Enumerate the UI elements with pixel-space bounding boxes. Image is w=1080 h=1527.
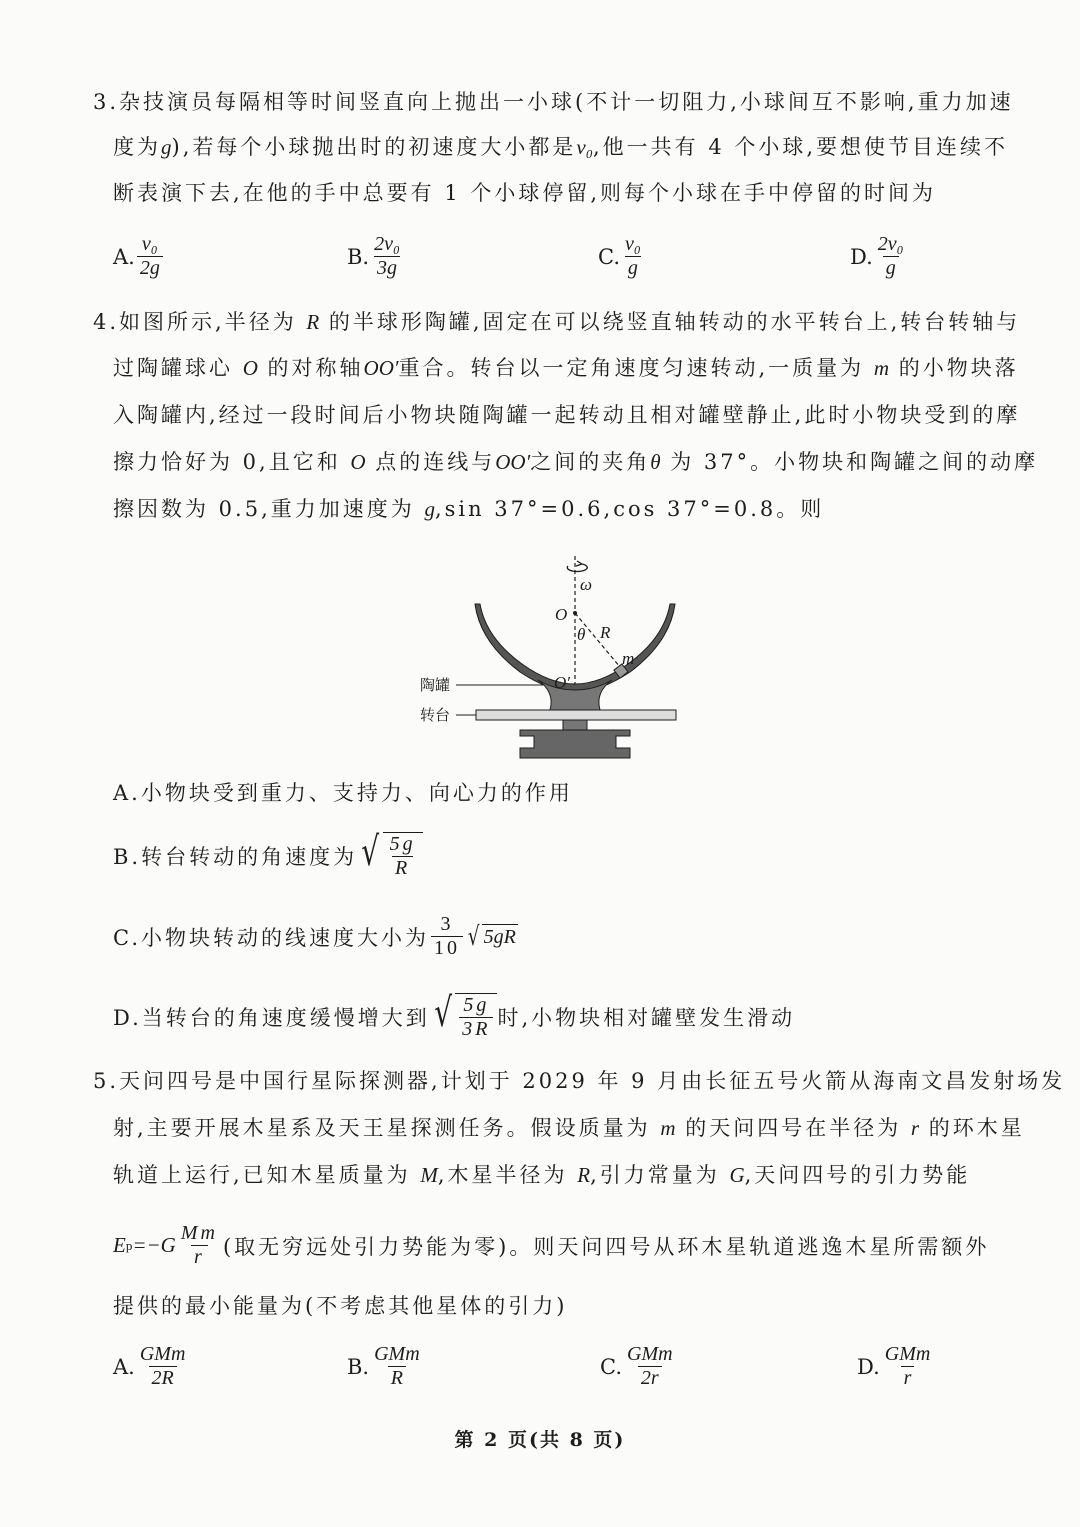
q4-option-b: B.转台转动的角速度为 √ $\frac{5g}{R}$ [113, 832, 423, 880]
q3-line-3: 断表演下去,在他的手中总要有 1 个小球停留,则每个小球在手中停留的时间为 [113, 181, 937, 205]
center-o-label: O [555, 605, 568, 624]
q5-option-c: C. $\frac{\text{GMm}}{2r}$ [600, 1343, 673, 1389]
theta-label: θ [577, 625, 586, 644]
turntable-plate [476, 710, 676, 720]
q4-option-c: C.小物块转动的线速度大小为 $\frac{3}{10}$ √ 5gR [113, 913, 516, 959]
jar-label: 陶罐 [420, 676, 451, 694]
q4-line-3: 入陶罐内,经过一段时间后小物块随陶罐一起转动且相对罐壁静止,此时小物块受到的摩 [113, 403, 1021, 427]
q4-line-4: 擦力恰好为 0,且它和 O 点的连线与OO′之间的夹角θ 为 37°。小物块和陶罐之间的动摩 [113, 450, 1039, 474]
q4-option-d: D.当转台的角速度缓慢增大到 √ $\frac{5g}{3R}$ 时,小物块相对罐壁发生滑动 [113, 990, 796, 1040]
q5-option-b: B. $\frac{\text{GMm}}{R}$ [347, 1343, 420, 1389]
q5-option-a: A. $\frac{\text{GMm}}{2R}$ [113, 1343, 186, 1389]
q4-line-1: 4.如图所示,半径为 R 的半球形陶罐,固定在可以绕竖直轴转动的水平转台上,转台转轴与 [93, 310, 1021, 334]
omega-label: ω [580, 575, 593, 594]
q5-line-1: 5.天问四号是中国行星际探测器,计划于 2029 年 9 月由长征五号火箭从海南文昌发射场发 [93, 1069, 1066, 1093]
mass-label: m [622, 649, 635, 668]
q5-line-5: 提供的最小能量为(不考虑其他星体的引力) [113, 1294, 568, 1318]
q5-line-4: E p =−G $\frac{Mm}{r}$ (取无穷远处引力势能为零)。则天问四号从环木星轨道逃逸木星所需额外 [113, 1222, 990, 1268]
q3-option-b: B. $\frac{\text{2v₀}}{3g}$ [347, 233, 400, 279]
turntable-label: 转台 [420, 706, 451, 724]
q4-line-2: 过陶罐球心 O 的对称轴OO′重合。转台以一定角速度匀速转动,一质量为 m 的小物块落 [113, 356, 1019, 380]
q5-option-d: D. $\frac{\text{GMm}}{r}$ [857, 1343, 931, 1389]
turntable-base [520, 730, 630, 758]
q3-line-2: 度为g),若每个小球抛出时的初速度大小都是v₀,他一共有 4 个小球,要想使节目连续不 [113, 135, 1009, 159]
jar-turntable-diagram [420, 552, 690, 764]
q4-option-a: A.小物块受到重力、支持力、向心力的作用 [113, 781, 573, 805]
o-prime-label: O′ [554, 673, 570, 692]
q5-line-2: 射,主要开展木星系及天王星探测任务。假设质量为 m 的天问四号在半径为 r 的环木星 [113, 1116, 1025, 1140]
radius-label: R [600, 623, 611, 642]
page-footer: 第 2 页(共 8 页) [454, 1429, 626, 1451]
q5-line-3: 轨道上运行,已知木星质量为 M,木星半径为 R,引力常量为 G,天问四号的引力势能 [113, 1163, 971, 1187]
q3-option-a: A. $\frac{\text{v₀}}{2g}$ [113, 233, 165, 280]
q3-option-c: C. $\frac{\text{v₀}}{g}$ [598, 233, 641, 279]
q4-line-5: 擦因数为 0.5,重力加速度为 g,sin 37°=0.6,cos 37°=0.8。则 [113, 497, 825, 521]
q3-line-1: 3.杂技演员每隔相等时间竖直向上抛出一小球(不计一切阻力,小球间互不影响,重力加速 [93, 90, 1014, 114]
q3-option-d: D. $\frac{\text{2v₀}}{g}$ [850, 233, 904, 279]
